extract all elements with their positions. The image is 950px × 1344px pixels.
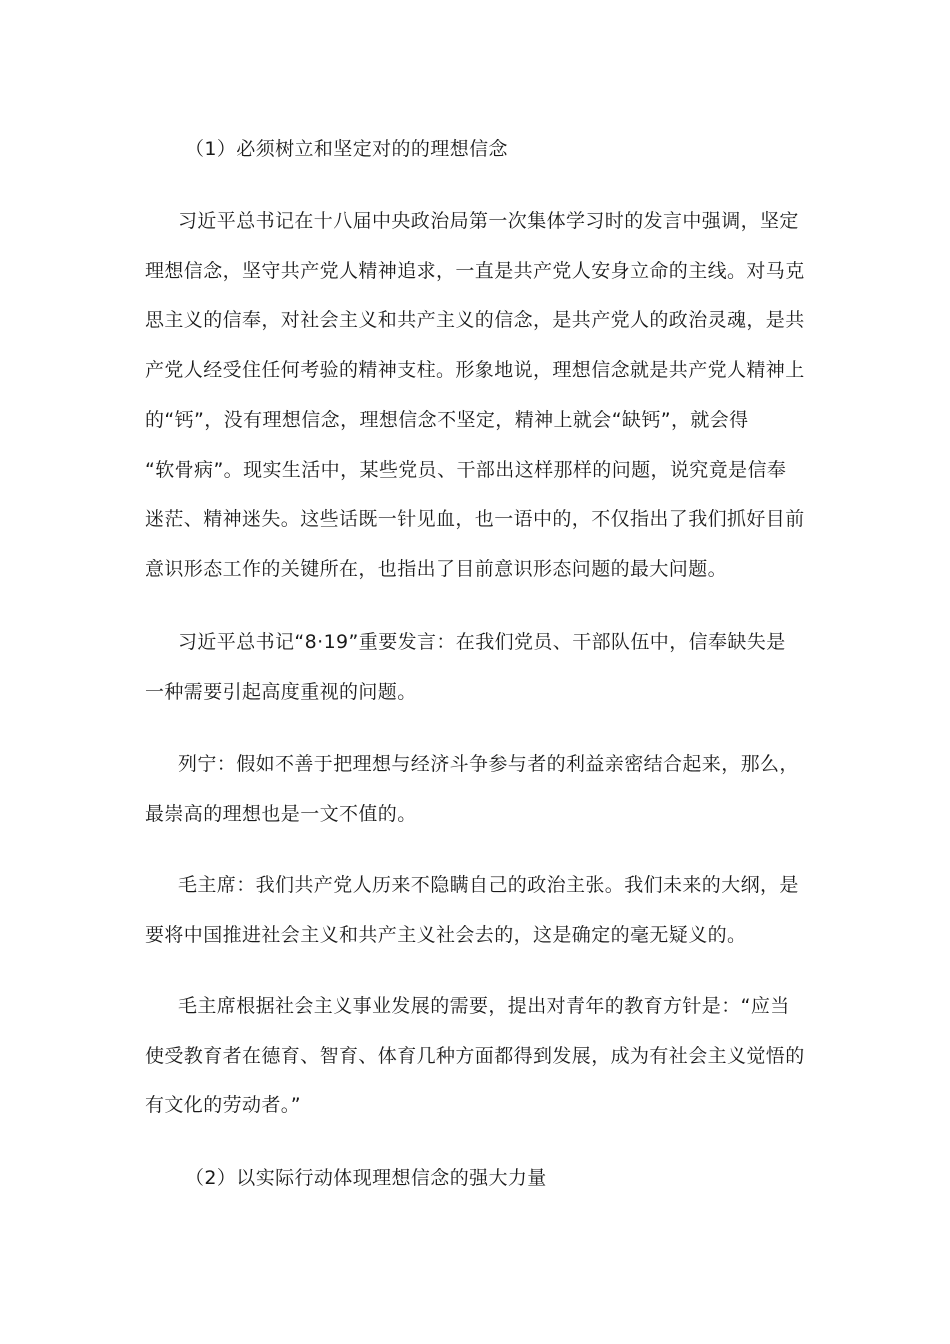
heading-text: （2）以实际行动体现理想信念的强大力量 xyxy=(185,1167,547,1189)
paragraph-line: 有文化的劳动者。” xyxy=(145,1094,301,1117)
section-heading-2 xyxy=(145,1154,805,1204)
paragraph-line: 的“钙”，没有理想信念，理想信念不坚定，精神上就会“缺钙”，就会得 xyxy=(145,408,749,431)
paragraph-line: 使受教育者在德育、智育、体育几种方面都得到发展，成为有社会主义觉悟的 xyxy=(145,1044,805,1067)
paragraph-line: 一种需要引起高度重视的问题。 xyxy=(145,680,417,703)
paragraph-xi-first-study xyxy=(145,197,805,595)
paragraph-line: “软骨病”。现实生活中，某些党员、干部出这样那样的问题，说究竟是信奉 xyxy=(145,458,787,481)
paragraph-line: 习近平总书记“8·19”重要发言：在我们党员、干部队伍中，信奉缺失是 xyxy=(178,631,786,653)
paragraph-line: 产党人经受住任何考验的精神支柱。形象地说，理想信念就是共产党人精神上 xyxy=(145,359,805,382)
paragraph-line: 要将中国推进社会主义和共产主义社会去的，这是确定的毫无疑义的。 xyxy=(145,923,747,946)
paragraph-line: 意识形态工作的关键所在，也指出了目前意识形态问题的最大问题。 xyxy=(145,557,728,580)
paragraph-line: 迷茫、精神迷失。这些话既一针见血，也一语中的，不仅指出了我们抓好目前 xyxy=(145,508,805,531)
paragraph-line: 理想信念，坚守共产党人精神追求，一直是共产党人安身立命的主线。对马克 xyxy=(145,259,805,282)
paragraph-mao-education xyxy=(145,982,805,1131)
paragraph-line: 毛主席根据社会主义事业发展的需要，提出对青年的教育方针是：“应当 xyxy=(178,995,790,1017)
paragraph-line: 毛主席：我们共产党人历来不隐瞒自己的政治主张。我们未来的大纲，是 xyxy=(178,874,799,896)
paragraph-819-speech xyxy=(145,618,805,717)
paragraph-line: 思主义的信奉，对社会主义和共产主义的信念，是共产党人的政治灵魂，是共 xyxy=(145,309,805,332)
paragraph-mao-quote xyxy=(145,861,805,960)
paragraph-line: 列宁：假如不善于把理想与经济斗争参与者的利益亲密结合起来，那么， xyxy=(178,753,799,775)
paragraph-lenin-quote xyxy=(145,740,805,839)
paragraph-line: 最崇高的理想也是一文不值的。 xyxy=(145,802,417,825)
section-heading-1 xyxy=(145,125,805,175)
paragraph-line: 习近平总书记在十八届中央政治局第一次集体学习时的发言中强调，坚定 xyxy=(178,210,799,232)
heading-text: （1）必须树立和坚定对的的理想信念 xyxy=(185,138,508,160)
